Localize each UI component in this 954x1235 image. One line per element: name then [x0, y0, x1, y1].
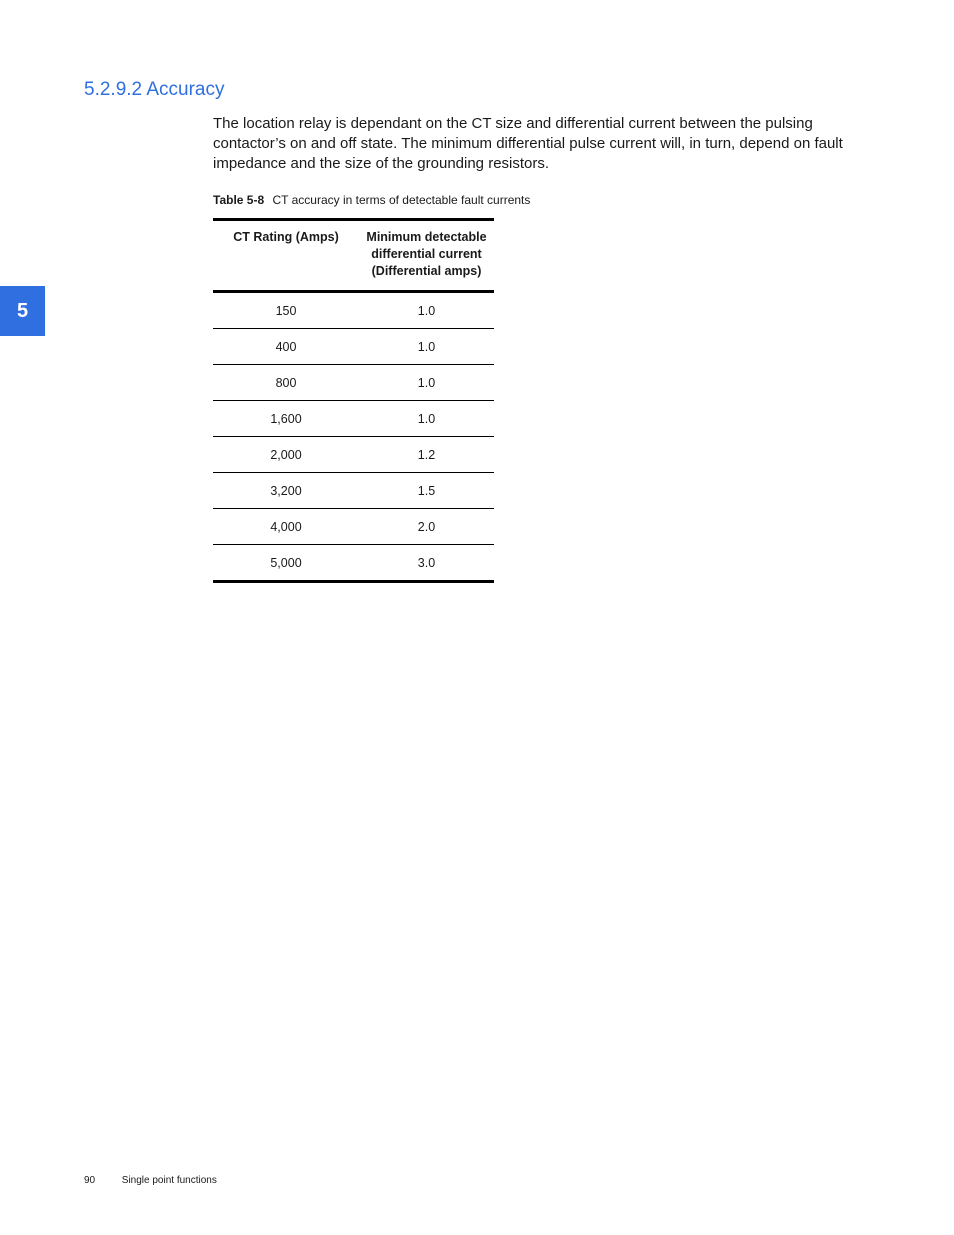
- table-header-row: [213, 220, 494, 292]
- cell-differential-current: 1.5: [359, 473, 494, 509]
- cell-ct-rating: 1,600: [213, 401, 359, 437]
- table-caption-label: Table 5-8: [213, 193, 265, 207]
- table-row: [213, 509, 494, 545]
- cell-ct-rating: 4,000: [213, 509, 359, 545]
- table-row: [213, 437, 494, 473]
- cell-differential-current: 1.0: [359, 329, 494, 365]
- table-caption-text: CT accuracy in terms of detectable fault currents: [272, 193, 531, 207]
- section-body-text: The location relay is dependant on the CT size and differential current between the pulsing contactor’s on and off state. The minimum differential pulse current will, in turn, depend on fault impedance and the size of the grounding resistors.: [213, 115, 843, 172]
- cell-differential-current: 3.0: [359, 545, 494, 582]
- cell-differential-current: 1.0: [359, 401, 494, 437]
- table-row: [213, 473, 494, 509]
- cell-differential-current: 1.2: [359, 437, 494, 473]
- cell-ct-rating: 150: [213, 292, 359, 329]
- cell-differential-current: 1.0: [359, 292, 494, 329]
- page-number: 90: [84, 1175, 96, 1186]
- table-row: [213, 292, 494, 329]
- table-row: [213, 545, 494, 582]
- cell-ct-rating: 400: [213, 329, 359, 365]
- header-min-differential-current: Minimum detectable differential current (Differential amps): [366, 230, 487, 278]
- ct-accuracy-table: [213, 218, 494, 583]
- cell-differential-current: 1.0: [359, 365, 494, 401]
- section-heading: 5.2.9.2 Accuracy: [84, 79, 225, 100]
- table-row: [213, 365, 494, 401]
- cell-ct-rating: 5,000: [213, 545, 359, 582]
- cell-ct-rating: 3,200: [213, 473, 359, 509]
- header-ct-rating: CT Rating (Amps): [233, 230, 339, 244]
- cell-ct-rating: 2,000: [213, 437, 359, 473]
- footer-chapter-title: Single point functions: [121, 1175, 217, 1186]
- table-row: [213, 401, 494, 437]
- cell-differential-current: 2.0: [359, 509, 494, 545]
- table-caption: [213, 192, 530, 208]
- cell-ct-rating: 800: [213, 365, 359, 401]
- table-row: [213, 329, 494, 365]
- page-footer: [84, 1174, 217, 1188]
- chapter-tab: 5: [0, 286, 45, 336]
